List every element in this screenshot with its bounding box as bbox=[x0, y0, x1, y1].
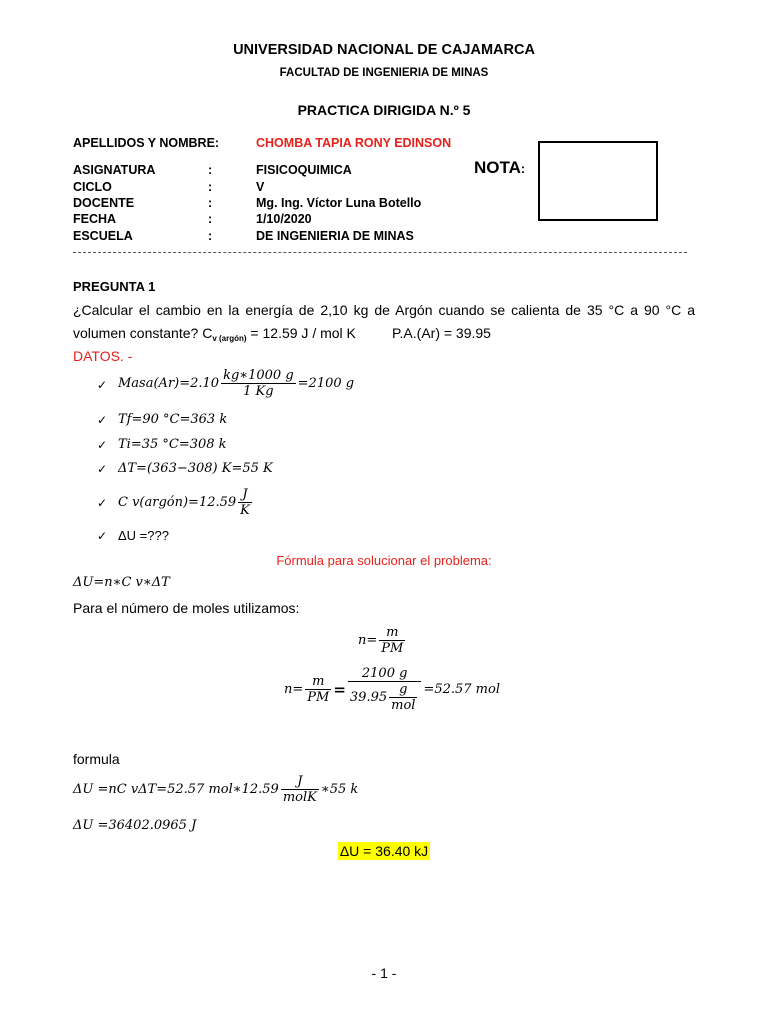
check-icon: ✓ bbox=[97, 462, 108, 476]
ti-equation: Ti=35 °C=308 k bbox=[118, 437, 227, 452]
tf-equation: Tf=90 °C=363 k bbox=[118, 412, 228, 427]
final-result: ΔU = 36.40 kJ bbox=[339, 843, 429, 859]
check-icon: ✓ bbox=[97, 438, 108, 452]
info-colon: : bbox=[208, 163, 213, 177]
main-formula: ΔU=n∗C v∗ΔT bbox=[73, 575, 170, 590]
info-label: CICLO bbox=[73, 180, 112, 194]
page-number: - 1 - bbox=[371, 965, 397, 981]
name-value: CHOMBA TAPIA RONY EDINSON bbox=[256, 136, 452, 150]
du-calculation: ΔU =nC vΔT=52.57 mol∗12.59 $\frac{J}{\text{molK}}$ ∗55 k bbox=[73, 774, 359, 805]
check-icon: ✓ bbox=[97, 496, 108, 510]
question-line-1: ¿Calcular el cambio en la energía de 2,10 kg de Argón cuando se calienta de 35 °C a 90 °C a bbox=[73, 302, 695, 318]
separator-line bbox=[73, 252, 687, 253]
formula-word: formula bbox=[73, 751, 120, 767]
info-label: DOCENTE bbox=[73, 196, 135, 210]
info-colon: : bbox=[208, 229, 213, 243]
dt-equation: ΔT=(363−308) K=55 K bbox=[118, 461, 273, 476]
check-icon: ✓ bbox=[97, 529, 108, 543]
moles-text: Para el número de moles utilizamos: bbox=[73, 600, 300, 616]
practice-title: PRACTICA DIRIGIDA N.º 5 bbox=[297, 102, 471, 118]
university-title: UNIVERSIDAD NACIONAL DE CAJAMARCA bbox=[233, 42, 535, 58]
atomic-weight: P.A.(Ar) = 39.95 bbox=[392, 325, 491, 341]
moles-formula: n= $\frac{m}{PM}$ bbox=[358, 625, 404, 656]
info-colon: : bbox=[208, 196, 213, 210]
info-label: ASIGNATURA bbox=[73, 163, 156, 177]
formula-title: Fórmula para solucionar el problema: bbox=[276, 553, 492, 568]
info-label: ESCUELA bbox=[73, 229, 133, 243]
du-unknown: ΔU =??? bbox=[118, 528, 169, 543]
moles-calculation: n= $\frac{m}{PM}$ = 2100 g 39.95 $\frac{g}{\text{mol}}$ =52.57 mol bbox=[284, 666, 500, 713]
info-value: Mg. Ing. Víctor Luna Botello bbox=[256, 196, 422, 210]
info-label: FECHA bbox=[73, 212, 117, 226]
nota-label: NOTA: bbox=[474, 158, 526, 177]
check-icon: ✓ bbox=[97, 378, 108, 392]
question-line-2: volumen constante? $C_{v (argón)} = 12.59$ J / mol K bbox=[73, 325, 356, 343]
question-title: PREGUNTA 1 bbox=[73, 279, 156, 294]
datos-title: DATOS. - bbox=[73, 348, 133, 364]
result-line bbox=[0, 843, 768, 859]
info-value: DE INGENIERIA DE MINAS bbox=[256, 229, 414, 243]
info-value: V bbox=[256, 180, 265, 194]
check-icon: ✓ bbox=[97, 413, 108, 427]
info-value: 1/10/2020 bbox=[256, 212, 312, 226]
grade-box bbox=[538, 141, 658, 221]
mass-equation: Masa(Ar)=2.10 $\frac{kg∗1000 g}{1 Kg}$ =2100 g bbox=[118, 368, 355, 399]
info-colon: : bbox=[208, 180, 213, 194]
info-colon: : bbox=[208, 212, 213, 226]
faculty-title: FACULTAD DE INGENIERIA DE MINAS bbox=[279, 67, 489, 79]
info-value: FISICOQUIMICA bbox=[256, 163, 352, 177]
name-label: APELLIDOS Y NOMBRE: bbox=[73, 136, 220, 150]
cv-equation: C v(argón)=12.59 $\frac{J}{K}$ bbox=[118, 487, 250, 518]
du-value: ΔU =36402.0965 J bbox=[73, 818, 197, 833]
